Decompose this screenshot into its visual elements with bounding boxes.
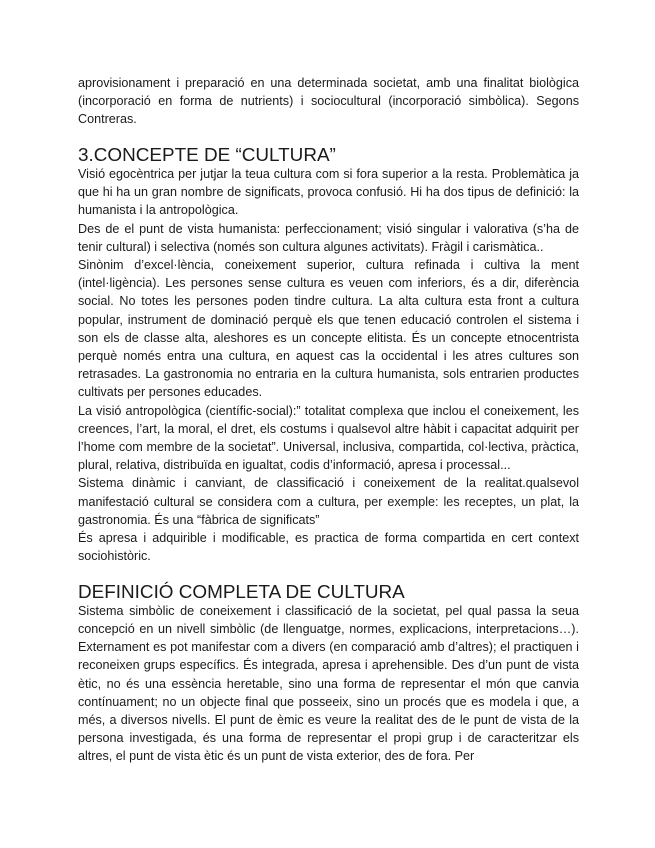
paragraph-visio-antropologica: La visió antropològica (científic-social):” totalitat complexa que inclou el coneixement, les creences, l’art, la moral, el dret, els costums i qualsevol altre hàbit i capacitat adquirit per l’home com membre de la societat”. Universal, inclusiva, compartida, col·lectiva, pràctica, plural, relativa, distribuïda en igualtat, codis d’informació, apresa i processal... [78, 403, 579, 473]
blank-line [78, 565, 579, 583]
document-page [78, 74, 579, 766]
section-heading-definicio-completa: DEFINICIÓ COMPLETA DE CULTURA [78, 581, 405, 603]
paragraph-visio-egocentrica: Visió egocèntrica per jutjar la teua cultura com si fora superior a la resta. Problemàtica ja que hi ha un gran nombre de significats, provoca confusió. Hi ha dos tipus de definició: la humanista i la antropològica. [78, 167, 579, 218]
paragraph-sistema-dinamic: Sistema dinàmic i canviant, de classificació i coneixement de la realitat.qualsevol manifestació cultural se considera com a cultura, per exemple: les receptes, un plat, la gastronomia. És una “fàbrica de significats” [78, 476, 579, 527]
paragraph-sinonim-excellencia: Sinònim d’excel·lència, coneixement superior, cultura refinada i cultiva la ment (intel·ligència). Les persones sense cultura es veuen com inferiors, és a dir, diferència social. No totes les persones poden tindre cultura. La alta cultura esta front a cultura popular, instrument de dominació perquè els que tenen educació controlen el sistema i son els de classe alta, aleshores es un concepte elitista. És un concepte etnocentrista perquè només entra una cultura, en aquest cas la occidental i les atres cultures son retrasades. La gastronomia no entraria en la cultura humanista, sols entrarien productes cultivats per persones educades. [78, 258, 579, 400]
paragraph-sistema-simbolic: Sistema simbòlic de coneixement i classificació de la societat, pel qual passa la seua concepció en un nivell simbòlic (de llenguatge, normes, explicacions, interpretacions…). Externament es pot manifestar com a divers (en comparació amb d’altres); el practiquen i reconeixen grups específics. És integrada, apresa i aprehensible. Des d’un punt de vista ètic, no és una essència heretable, sino una forma de representar el món que canvia contínuament; no un objecte final que posseeix, sino un procés que es modela i que, a més, a diversos nivells. El punt de èmic es veure la realitat des de le punt de vista de la persona investigada, és una forma de representar el propi grup i de caracteritzar els altres, el punt de vista ètic és un punt de vista exterior, des de fora. Per [78, 603, 579, 764]
paragraph-aprovisionament: aprovisionament i preparació en una determinada societat, amb una finalitat biològica (incorporació en forma de nutrients) i sociocultural (incorporació simbòlica). Segons Contreras. [78, 76, 579, 127]
section-heading-concepte-cultura: 3.CONCEPTE DE “CULTURA” [78, 144, 336, 166]
paragraph-punt-vista-humanista: Des de el punt de vista humanista: perfeccionament; visió singular i valorativa (s’ha de tenir cultural) i selectiva (només son cultura algunes activitats). Fràgil i carismàtica.. [78, 221, 579, 254]
paragraph-apresa-adquirible: És apresa i adquirible i modificable, es practica de forma compartida en cert context sociohistòric. [78, 531, 579, 564]
